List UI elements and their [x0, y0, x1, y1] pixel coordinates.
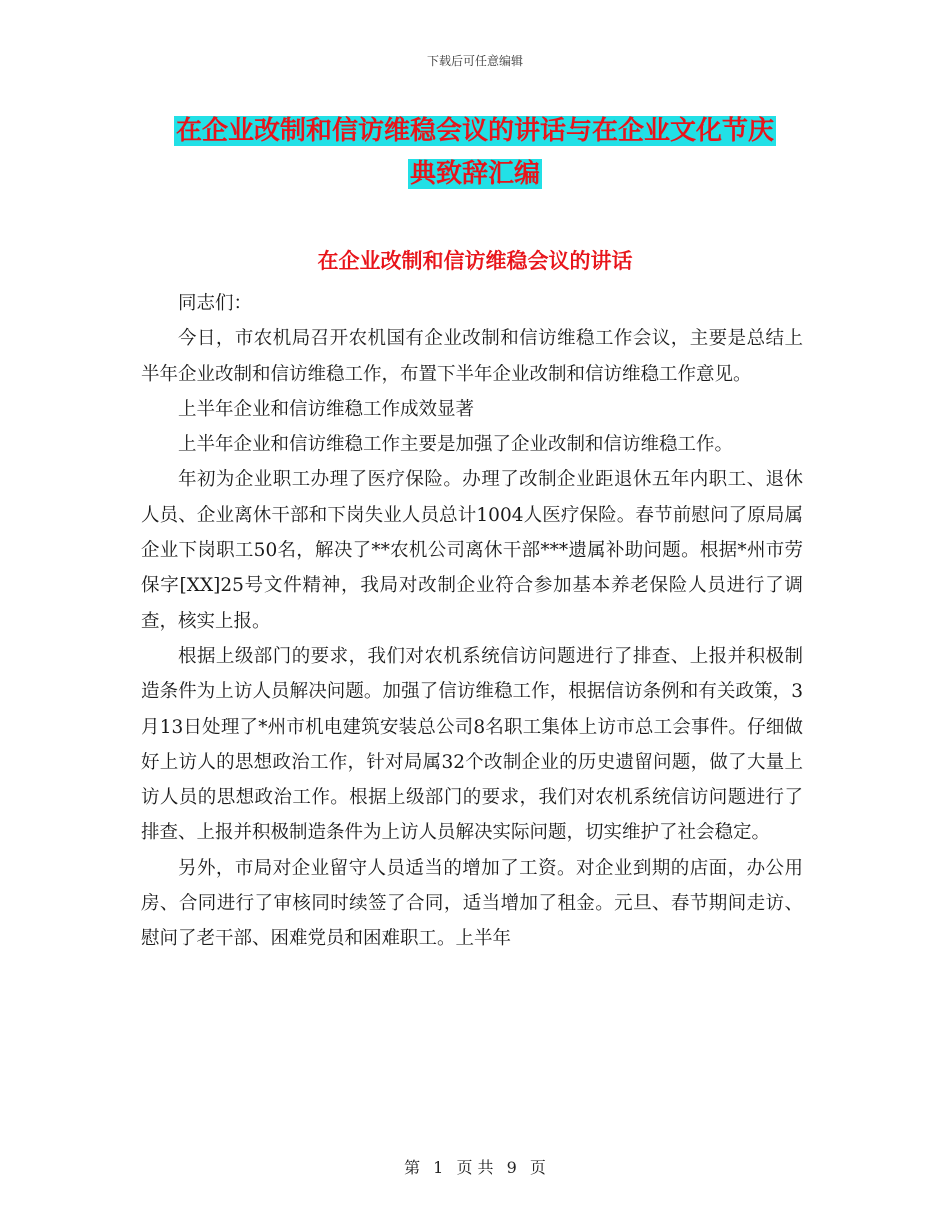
paragraph-salutation: 同志们：: [178, 293, 253, 314]
footer-prefix: 第: [404, 1158, 421, 1177]
paragraph: 另外，市局对企业留守人员适当的增加了工资。对企业到期的店面，办公用房、合同进行了审核同时续签了合同，适当增加了租金。元旦、春节期间走访、慰问了老干部、困难党员和困难职工。上半年: [141, 857, 803, 950]
footer-suffix: 页: [529, 1158, 546, 1177]
current-page-number: 1: [433, 1158, 444, 1177]
paragraph: 今日，市农机局召开农机国有企业改制和信访维稳工作会议，主要是总结上半年企业改制和信访维稳工作，布置下半年企业改制和信访维稳工作意见。: [141, 328, 803, 385]
paragraph-subheading: 上半年企业和信访维稳工作成效显著: [178, 398, 475, 420]
paragraph: 根据上级部门的要求，我们对农机系统信访问题进行了排查、上报并积极制造条件为上访人员解决问题。加强了信访维稳工作，根据信访条例和有关政策，3月13日处理了*州市机电建筑安装总公司8名职工集体上访市总工会事件。仔细做好上访人的思想政治工作，针对局属32个改制企业的历史遗留问题，做了大量上访人员的思想政治工作。根据上级部门的要求，我们对农机系统信访问题进行了排查、上报并积极制造条件为上访人员解决实际问题，切实维护了社会稳定。: [141, 645, 803, 844]
document-title: [0, 110, 950, 196]
document-body: [141, 286, 803, 957]
page-footer: [0, 1155, 950, 1178]
total-page-count: 9: [506, 1158, 517, 1177]
footer-mid: 页 共: [456, 1158, 494, 1177]
document-title-line-2: 典致辞汇编: [409, 159, 540, 189]
header-note: 下载后可任意编辑: [426, 54, 523, 68]
paragraph: 上半年企业和信访维稳工作主要是加强了企业改制和信访维稳工作。: [178, 434, 734, 456]
paragraph: 年初为企业职工办理了医疗保险。办理了改制企业距退休五年内职工、退休人员、企业离休干部和下岗失业人员总计1004人医疗保险。春节前慰问了原局属企业下岗职工50名，解决了**农机公司离休干部***遗属补助问题。根据*州市劳保字[XX]25号文件精神，我局对改制企业符合参加基本养老保险人员进行了调查，核实上报。: [141, 469, 803, 632]
document-title-line-1: 在企业改制和信访维稳会议的讲话与在企业文化节庆: [175, 116, 774, 146]
section-title: 在企业改制和信访维稳会议的讲话: [317, 248, 633, 273]
